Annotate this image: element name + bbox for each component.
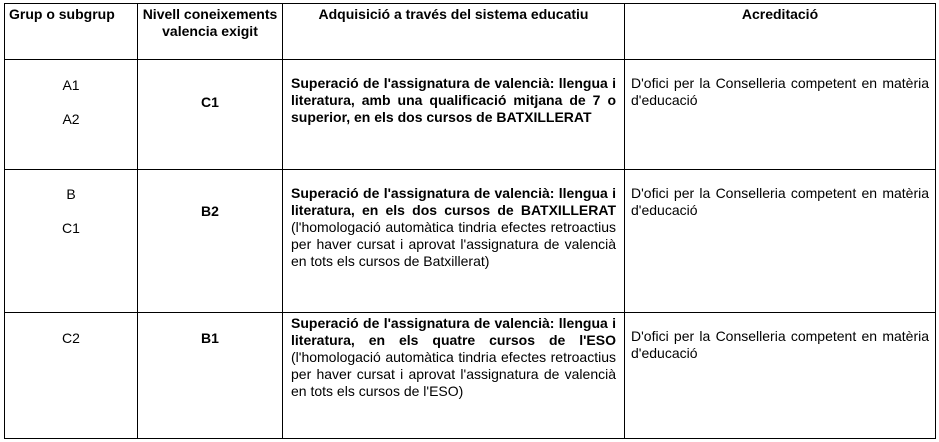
header-acquisition-label: Adquisició a través del sistema educatiu <box>318 6 589 22</box>
acquisition-cell <box>283 313 625 439</box>
acquisition-bold-text: Superació de l'assignatura de valencià: llengua i literatura, amb una qualificació mitjana de 7 o superior, en els dos cursos de BATXILLERAT <box>291 75 616 125</box>
group-cell <box>5 170 138 313</box>
level-cell <box>138 170 283 313</box>
table-header-row <box>5 4 936 60</box>
accreditation-cell <box>625 313 936 439</box>
acquisition-bold-text: Superació de l'assignatura de valencià: llengua i literatura, en els quatre cursos de l'ESO <box>291 315 616 348</box>
group-value: C2 <box>62 330 80 346</box>
acquisition-cell <box>283 170 625 313</box>
header-level-label: Nivell coneixements valencia exigit <box>142 6 278 39</box>
group-value: A2 <box>62 111 80 127</box>
header-level <box>138 4 283 60</box>
header-group <box>5 4 138 60</box>
header-accreditation <box>625 4 936 60</box>
group-cell <box>5 313 138 439</box>
header-acquisition <box>283 4 625 60</box>
group-value: B <box>66 186 76 202</box>
level-value: B1 <box>201 330 219 346</box>
acquisition-note: (l'homologació automàtica tindria efectes retroactius per haver cursat i aprovat l'assignatura de valencià en tots els cursos de Batxillerat) <box>291 219 616 269</box>
level-cell <box>138 60 283 170</box>
header-group-label: Grup o subgrup <box>9 6 115 22</box>
accreditation-text: D'ofici per la Conselleria competent en matèria d'educació <box>631 75 929 108</box>
requirements-table <box>4 3 936 439</box>
group-cell <box>5 60 138 170</box>
group-value: C1 <box>62 220 80 236</box>
accreditation-cell <box>625 170 936 313</box>
level-cell <box>138 313 283 439</box>
table-row <box>5 170 936 313</box>
accreditation-text: D'ofici per la Conselleria competent en matèria d'educació <box>631 185 929 218</box>
accreditation-text: D'ofici per la Conselleria competent en matèria d'educació <box>631 328 929 361</box>
header-accreditation-label: Acreditació <box>741 6 819 22</box>
acquisition-note: (l'homologació automàtica tindria efectes retroactius per haver cursat i aprovat l'assignatura de valencià en tots els cursos de l'ESO) <box>291 349 616 399</box>
level-value: C1 <box>201 94 219 110</box>
acquisition-bold-text: Superació de l'assignatura de valencià: llengua i literatura, en els dos cursos de BATXILLERAT <box>291 185 616 218</box>
table-row <box>5 313 936 439</box>
level-value: B2 <box>201 203 219 219</box>
acquisition-cell <box>283 60 625 170</box>
table-row <box>5 60 936 170</box>
accreditation-cell <box>625 60 936 170</box>
group-value: A1 <box>62 77 80 93</box>
